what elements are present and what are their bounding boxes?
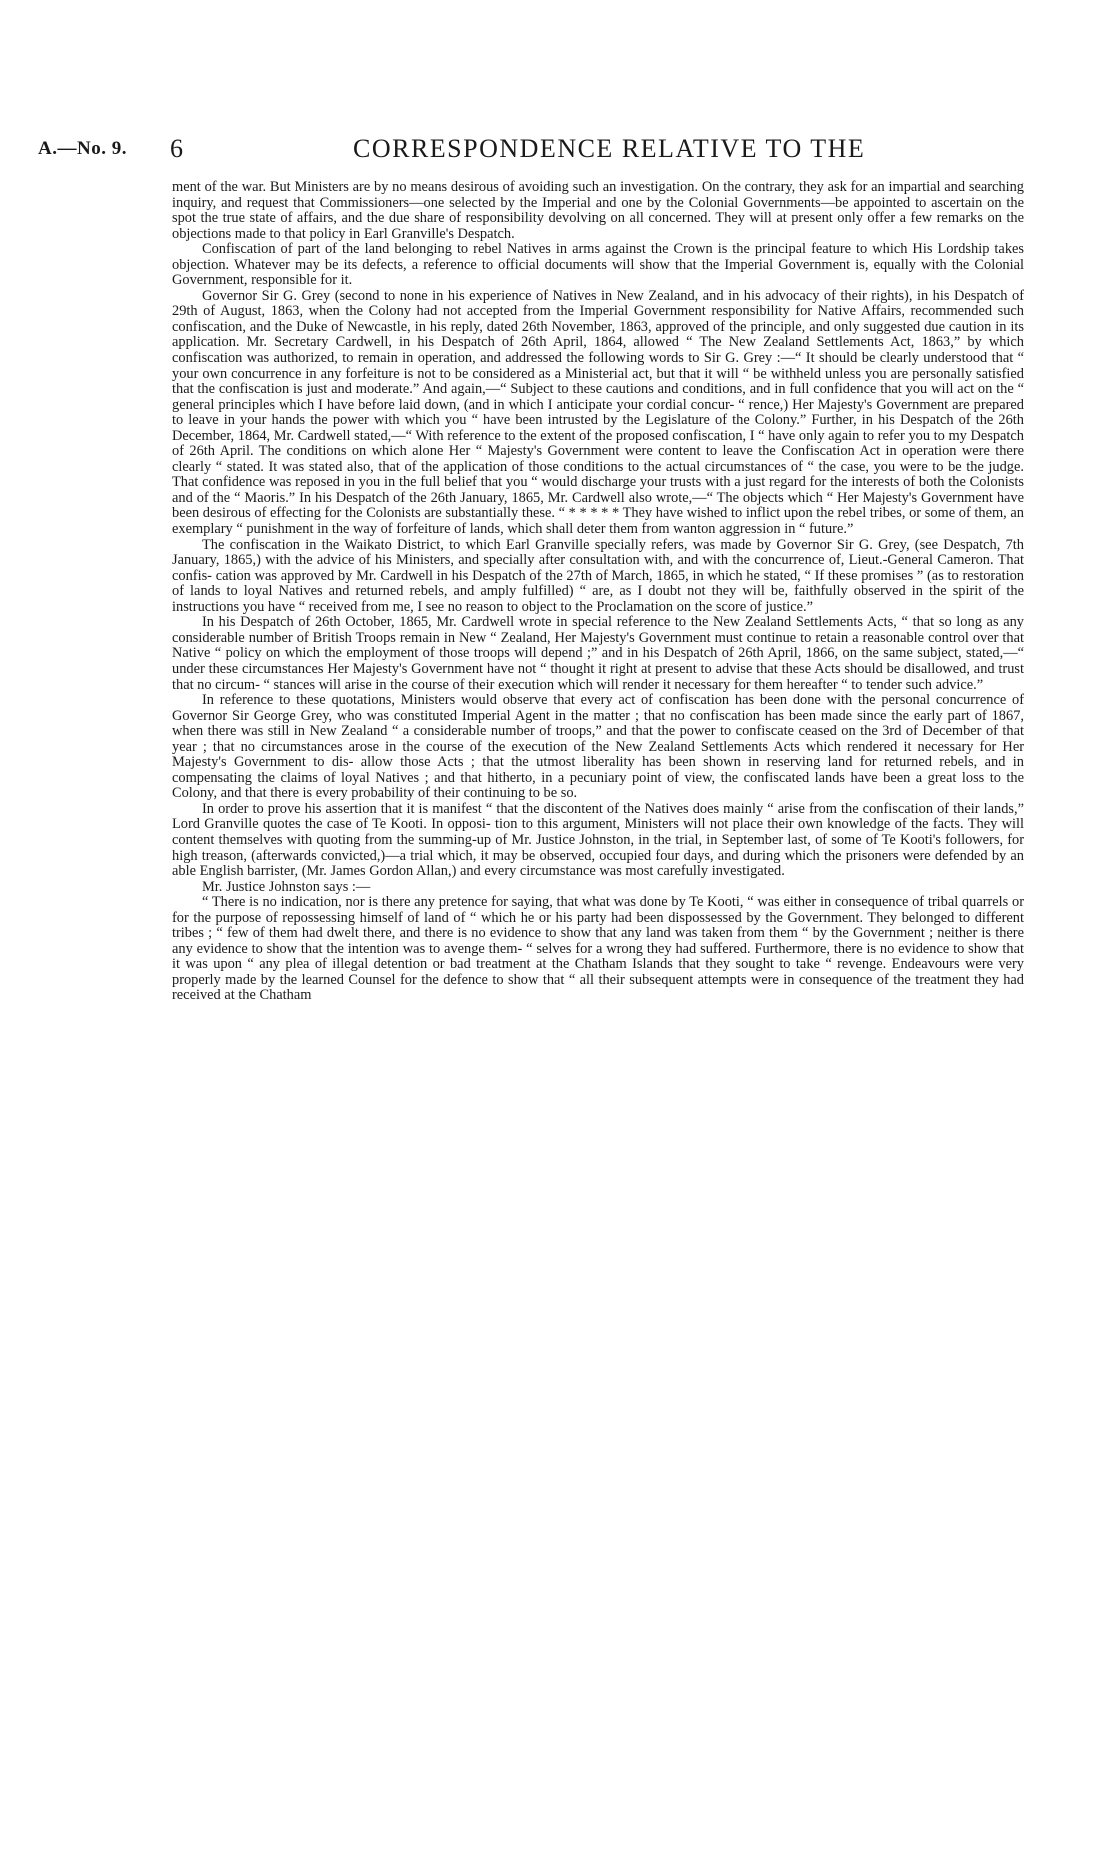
paragraph-te-kooti-case: In order to prove his assertion that it is manifest “ that the discontent of the Natives does mainly “ arise from the confiscation of their lands,” Lord Granville quotes the case of Te Kooti. In opposi- tion to this argument, Ministers will not place their own knowledge of the facts. They will content themselves with quoting from the summing-up of Mr. Justice Johnston, in the trial, in September last, of some of Te Kooti's followers, for high treason, (afterwards convicted,)—a trial which, it may be observed, occupied four days, and during which the prisoners were defended by an able English barrister, (Mr. James Gordon Allan,) and every circumstance was most carefully investigated.	[172, 800, 1024, 880]
page-number: 6	[170, 134, 183, 163]
page-header	[38, 134, 1038, 164]
document-reference: A.—No. 9.	[38, 138, 127, 159]
paragraph-ministers-observations: In reference to these quotations, Ministers would observe that every act of confiscation has been done with the personal concurrence of Governor Sir George Grey, who was constituted Imperial Agent in the matter ; that no confiscation has been made since the early part of 1867, when there was still in New Zealand “ a considerable number of troops,” and that the power to confiscate ceased on the 3rd of December of that year ; that no circumstances arose in the course of the execution of the New Zealand Settlements Acts which rendered it necessary for Her Majesty's Government to dis- allow those Acts ; that the utmost liberality has been shown in reserving land for returned rebels, and in compensating the claims of loyal Natives ; and that hitherto, in a pecuniary point of view, the confiscated lands have been a great loss to the Colony, and that there is every probability of their continuing to be so.	[172, 692, 1024, 802]
paragraph-waikato-confiscation: The confiscation in the Waikato District, to which Earl Granville specially refers, was made by Governor Sir G. Grey, (see Despatch, 7th January, 1865,) with the advice of his Ministers, and specially after consultation with, and with the concurrence of, Lieut.-General Cameron. That confis- cation was approved by Mr. Cardwell in his Despatch of the 27th of March, 1865, in which he stated, “ If these promises ” (as to restoration of lands to loyal Natives and returned rebels, and amply fulfilled) “ are, as I doubt not they will be, faithfully observed in the spirit of the instructions you have “ received from me, I see no reason to object to the Proclamation on the score of justice.”	[172, 536, 1024, 615]
paragraph-confiscation-objection: Confiscation of part of the land belonging to rebel Natives in arms against the Crown is the principal feature to which His Lordship takes objection. Whatever may be its defects, a reference to official documents will show that the Imperial Government is, equally with the Colonial Government, responsible for it.	[172, 241, 1024, 289]
paragraph-governor-grey-despatches: Governor Sir G. Grey (second to none in his experience of Natives in New Zealand, and in his advocacy of their rights), in his Despatch of 29th of August, 1863, when the Colony had not accepted from the Imperial Government responsibility for Native Affairs, recommended such confiscation, and the Duke of Newcastle, in his reply, dated 26th November, 1863, approved of the principle, and only suggested due caution in its application. Mr. Secretary Cardwell, in his Despatch of 26th April, 1864, allowed “ The New Zealand Settlements Act, 1863,” by which confiscation was authorized, to remain in operation, and addressed the following words to Sir G. Grey :—“ It should be clearly understood that “ your own concurrence in any forfeiture is not to be considered as a Ministerial act, but that it will “ be withheld unless you are personally satisfied that the confiscation is just and moderate.” And again,—“ Subject to these cautions and conditions, and in full confidence that you will act on the “ general principles which I have before laid down, (and in which I anticipate your cordial concur- “ rence,) Her Majesty's Government are prepared to leave in your hands the power with which you “ have been intrusted by the Legislature of the Colony.” Further, in his Despatch of the 26th December, 1864, Mr. Cardwell stated,—“ With reference to the extent of the proposed confiscation, I “ have only again to refer you to my Despatch of 26th April. The conditions on which alone Her “ Majesty's Government were content to leave the Confiscation Act in operation were there clearly “ stated. It was stated also, that of the application of those conditions to the actual circumstances of “ the case, you were to be the judge. That confidence was reposed in you in the full belief that you “ would discharge your trusts with a just regard for the interests of both the Colonists and of the “ Maoris.” In his Despatch of the 26th January, 1865, Mr. Cardwell also wrote,—“ The objects which “ Her Majesty's Government have been desirous of effecting for the Colonists are substantially these. “ * * * * * They have wished to inflict upon the rebel tribes, or some of them, an exemplary “ punishment in the way of forfeiture of lands, which shall deter them from wanton aggression in “ future.”	[172, 287, 1024, 538]
running-title: CORRESPONDENCE RELATIVE TO THE	[353, 134, 866, 163]
paragraph-justice-johnston-intro: Mr. Justice Johnston says :—	[202, 878, 371, 895]
paragraph-justice-johnston-quote: “ There is no indication, nor is there any pretence for saying, that what was done by Te Kooti, “ was either in consequence of tribal quarrels or for the purpose of repossessing himself of land of “ which he or his party had been dispossessed by the Government. They belonged to different tribes ; “ few of them had dwelt there, and there is no evidence to show that any land was taken from them “ by the Government ; neither is there any evidence to show that the intention was to avenge them- “ selves for a wrong they had suffered. Furthermore, there is no evidence to show that it was upon “ any plea of illegal detention or bad treatment at the Chatham Islands that they sought to take “ revenge. Endeavours were very properly made by the learned Counsel for the defence to show that “ all their subsequent attempts were in consequence of the treatment they had received at the Chatham	[172, 894, 1024, 1004]
paragraph-war-investigation: ment of the war. But Ministers are by no means desirous of avoiding such an investigation. On the contrary, they ask for an impartial and searching inquiry, and request that Commissioners—one selected by the Imperial and one by the Colonial Governments—be appointed to ascertain on the spot the true state of affairs, and the due share of responsibility devolving on all concerned. They will at present only offer a few remarks on the objections made to that policy in Earl Granville's Despatch.	[172, 179, 1024, 242]
paragraph-settlements-acts: In his Despatch of 26th October, 1865, Mr. Cardwell wrote in special reference to the New Zealand Settlements Acts, “ that so long as any considerable number of British Troops remain in New “ Zealand, Her Majesty's Government must continue to retain a reasonable control over that Native “ policy on which the employment of those troops will depend ;” and in his Despatch of 26th April, 1866, on the same subject, stated,—“ under these circumstances Her Majesty's Government have not “ thought it right at present to advise that these Acts should be disallowed, and trust that no circum- “ stances will arise in the course of their execution which will render it necessary for them hereafter “ to tender such advice.”	[172, 614, 1024, 693]
body-text	[172, 180, 1024, 1004]
